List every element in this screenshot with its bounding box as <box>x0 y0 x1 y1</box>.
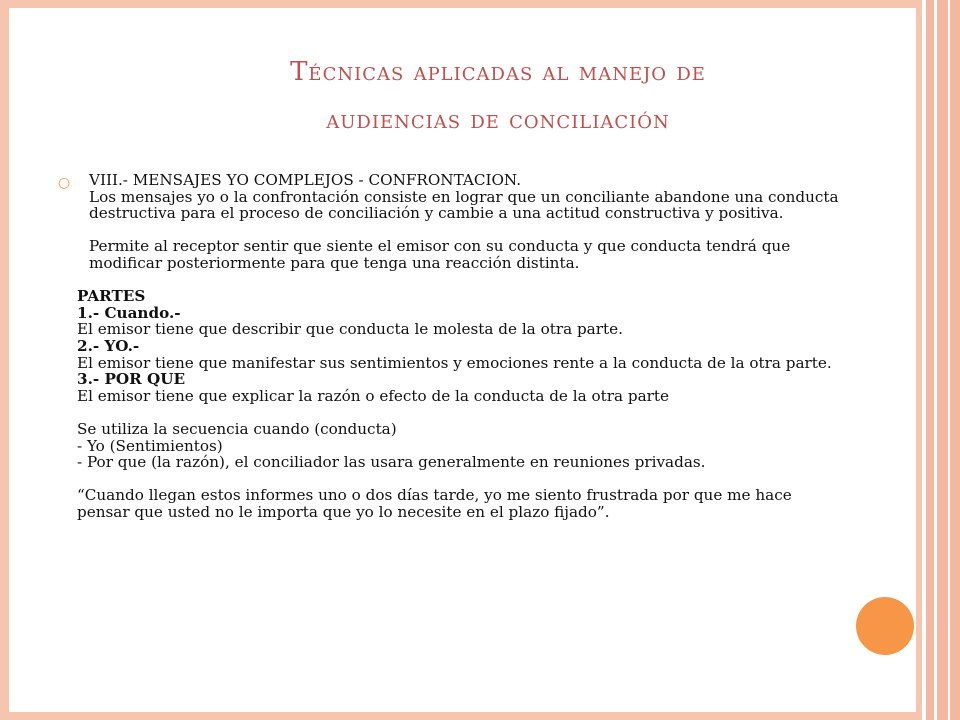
paragraph-2: Permite al receptor sentir que siente el emisor con su conducta y que conducta tendrá que modificar posteriormente para que tenga una reacción distinta. <box>89 237 791 272</box>
decorative-circle <box>856 597 914 655</box>
decorative-stripes <box>922 0 960 720</box>
frame-left <box>0 0 9 720</box>
part-3-text: El emisor tiene que explicar la razón o efecto de la conducta de la otra parte <box>77 386 670 405</box>
partes-label: PARTES <box>77 287 146 306</box>
part-2-text: El emisor tiene que manifestar sus sentimientos y emociones rente a la conducta de la otra parte. <box>77 353 832 372</box>
sequence-line-3: - Por que (la razón), el conciliador las usara generalmente en reuniones privadas. <box>77 453 706 472</box>
part-2-label: 2.- YO.- <box>77 336 140 355</box>
sequence-line-1: Se utiliza la secuencia cuando (conducta) <box>77 419 397 438</box>
title-line-2: audiencias de conciliación <box>326 105 670 135</box>
section-heading: VIII.- MENSAJES YO COMPLEJOS - CONFRONTACION. <box>89 171 522 189</box>
slide-title <box>108 48 888 144</box>
sequence-line-2: - Yo (Sentimientos) <box>77 436 223 455</box>
part-1-text: El emisor tiene que describir que conducta le molesta de la otra parte. <box>77 320 623 339</box>
part-1-label: 1.- Cuando.- <box>77 303 181 322</box>
frame-bottom <box>0 712 922 720</box>
slide-body <box>77 171 849 521</box>
paragraph-1: Los mensajes yo o la confrontación consiste en lograr que un conciliante abandone una conducta destructiva para el proceso de conciliación y cambie a una actitud constructiva y positiva. <box>89 187 839 223</box>
example-quote: “Cuando llegan estos informes uno o dos días tarde, yo me siento frustrada por que me hace pensar que usted no le importa que yo lo necesite en el plazo fijado”. <box>77 486 792 521</box>
bullet-icon: ○ <box>58 175 71 191</box>
parts-block <box>77 288 849 520</box>
part-3-label: 3.- POR QUE <box>77 370 186 389</box>
frame-top <box>0 0 922 8</box>
title-line-1: Técnicas aplicadas al manejo de <box>290 57 706 87</box>
